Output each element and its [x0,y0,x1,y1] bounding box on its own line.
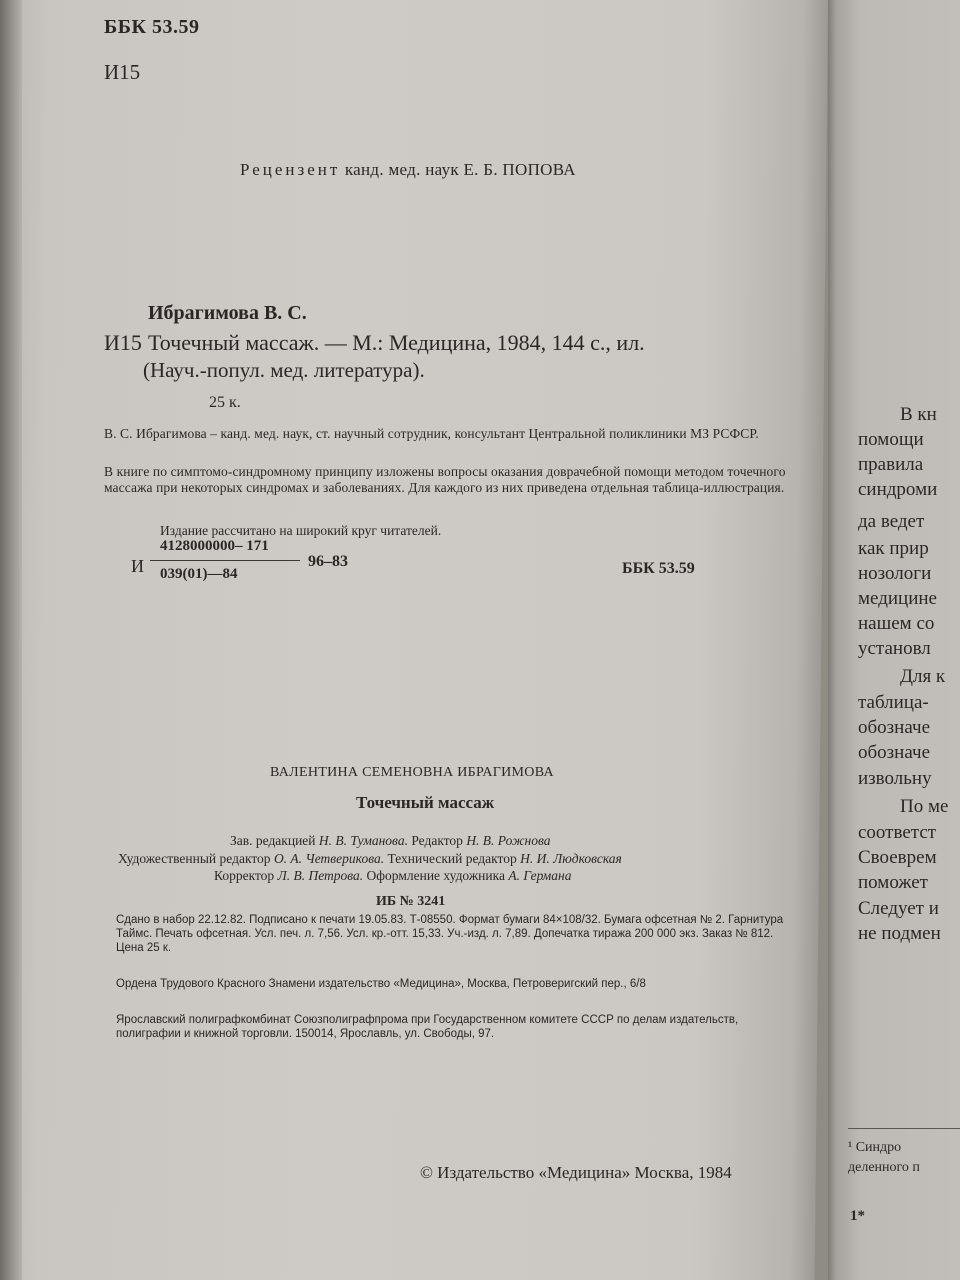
annotation: В книге по симптомо-синдромному принципу изложены вопросы оказания доврачебной помощи методом точечного массажа при некоторых синдромах и заболеваниях. Для каждого из них приведена отдельная таблица-иллюстрация. [104,464,786,495]
author-full-name: ВАЛЕНТИНА СЕМЕНОВНА ИБРАГИМОВА [270,765,554,780]
copyright-notice: © Издательство «Медицина» Москва, 1984 [420,1163,732,1182]
author-code: И15 [104,330,142,355]
right-page-line: соответст [858,822,937,843]
footnote-rule [848,1128,960,1129]
right-page-line: нашем со [858,613,935,634]
right-page-line: помощи [858,429,924,450]
bbk-code-bottom: ББК 53.59 [622,560,695,577]
credit-label: Корректор [214,868,275,883]
series-name: (Науч.-попул. мед. литература). [143,358,425,382]
author-code-top: И15 [104,60,141,84]
credit-name: Н. В. Туманова. [318,833,408,848]
credit-label: Редактор [411,833,463,848]
right-page-line: извольну [858,768,932,789]
credits-line-3 [214,866,572,885]
isbn-denominator: 039(01)—84 [160,566,238,582]
credit-label: Технический редактор [387,851,517,866]
ib-number: ИБ № 3241 [376,894,446,909]
right-page-line: медицине [858,588,937,609]
footnote-line-1: ¹ Синдро [848,1140,902,1155]
footnote-line-2: деленного п [848,1160,920,1175]
right-page-line: как прир [858,538,929,559]
isbn-numerator: 4128000000– 171 [160,538,269,554]
right-page-line: По ме [900,796,949,817]
book-edge [0,0,22,1280]
right-page-line: не подмен [858,923,941,944]
right-page-line: Следует и [858,898,939,919]
right-page-line: установл [858,638,931,659]
isbn-fraction-line [150,560,300,561]
right-page-line: Для к [900,666,946,687]
right-page-line: правила [858,454,924,475]
credit-name: О. А. Четверикова. [273,851,385,866]
isbn-letter: И [131,556,144,576]
right-page-line: Своеврем [858,847,937,868]
book-title: Точечный массаж [356,793,495,812]
publisher-address: Ордена Трудового Красного Знамени издательство «Медицина», Москва, Петроверигский пер., 6/8 [116,978,646,990]
about-author: В. С. Ибрагимова – канд. мед. наук, ст. научный сотрудник, консультант Центральной поликлиники МЗ РСФСР. [104,426,759,441]
right-page-line: В кн [900,404,937,425]
author-name: Ибрагимова В. С. [148,302,307,324]
printer-address: Ярославский полиграфкомбинат Союзполиграфпрома при Государственном комитете СССР по делам издательств, полиграфии и книжной торговли. 150014, Ярославль, ул. Свободы, 97. [116,1014,739,1040]
reviewer-line [240,160,576,180]
reviewer-text: канд. мед. наук Е. Б. ПОПОВА [344,160,576,179]
right-page-line: нозологи [858,563,932,584]
reviewer-label: Рецензент [240,160,341,179]
right-page-line: обозначе [858,717,931,738]
credit-label: Зав. редакцией [230,833,316,848]
right-page-line: таблица- [858,692,929,713]
right-page-line: поможет [858,872,928,893]
credit-label: Оформление художника [366,868,505,883]
credit-name: Н. И. Людковская [520,851,622,866]
price: 25 к. [209,394,241,411]
signature-mark: 1* [850,1208,865,1224]
imprint-details: Сдано в набор 22.12.82. Подписано к печати 19.05.83. Т-08550. Формат бумаги 84×108/32. Бумага офсетная № 2. Гарнитура Таймс. Печать офсетная. Усл. печ. л. 7,56. Усл. кр.-отт. 15,33. Уч.-изд. л. 7,89. Допечатка тиража 200 000 экз. Заказ № 812. Цена 25 к. [116,914,784,954]
credit-name: Л. В. Петрова. [277,868,364,883]
credit-name: А. Германа [508,868,572,883]
bbk-code-top: ББК 53.59 [104,16,200,38]
isbn-suffix: 96–83 [308,553,348,570]
right-page-line: обозначе [858,742,931,763]
audience-note: Издание рассчитано на широкий круг читателей. [160,523,442,538]
right-page-line: да ведет [858,511,925,532]
credits-line-1 [230,831,551,850]
bibliographic-title: Точечный массаж. — М.: Медицина, 1984, 144 с., ил. [148,330,645,355]
right-page-line: синдроми [858,479,938,500]
credit-name: Н. В. Рожнова [466,833,551,848]
credit-label: Художественный редактор [118,851,271,866]
